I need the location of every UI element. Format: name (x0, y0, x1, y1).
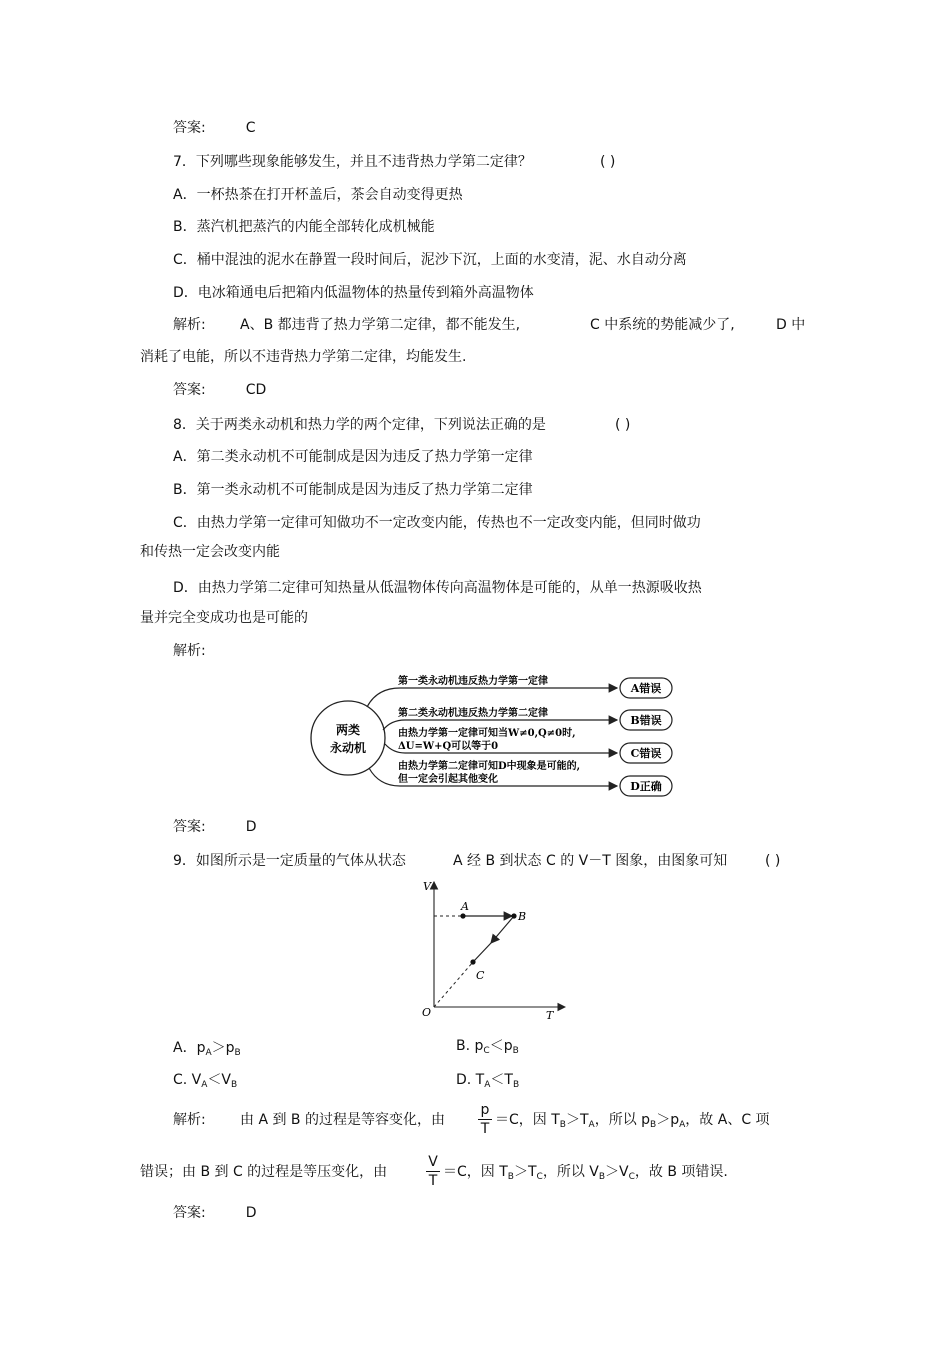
answer-value: D (245, 1205, 257, 1221)
q9-analysis-text: 错误；由 B 到 C 的过程是等压变化，由 (140, 1164, 388, 1180)
point-c (470, 959, 475, 964)
q9-analysis-text: ＝C，因 $T_B>T_C$，所以 $V_B>V_C$，故 B 项错误. (443, 1164, 728, 1182)
q8-option-c: C．由热力学第一定律可知做功不一定改变内能，传热也不一定改变内能，但同时做功 (173, 515, 701, 531)
fraction-p-over-t: p T (478, 1102, 492, 1137)
result-c-label: C错误 (630, 747, 662, 760)
point-b (511, 913, 516, 918)
fraction-v-over-t: V T (426, 1154, 440, 1189)
q7-analysis-text: C 中系统的势能减少了, (590, 317, 735, 333)
result-d-label: D正确 (630, 780, 662, 793)
q9-answer (173, 1204, 257, 1222)
result-a-label: A错误 (630, 682, 662, 695)
dashed-guide-origin (434, 962, 473, 1007)
branch-4-label-1: 由热力学第二定律可知D中现象是可能的, (398, 761, 581, 772)
q7-option-d: D．电冰箱通电后把箱内低温物体的热量传到箱外高温物体 (173, 285, 534, 301)
branch-3-label-1: 由热力学第一定律可知当W≠0,Q≠0时, (398, 728, 576, 739)
q8-stem: 8．关于两类永动机和热力学的两个定律，下列说法正确的是 (173, 417, 546, 433)
q8-option-b: B．第一类永动机不可能制成是因为违反了热力学第二定律 (173, 482, 533, 498)
point-a-label: A (461, 900, 469, 913)
branch-2-label: 第二类永动机违反热力学第二定律 (398, 708, 548, 719)
q7-analysis-text: 消耗了电能，所以不违背热力学第二定律，均能发生. (140, 349, 467, 365)
point-a (460, 913, 465, 918)
q7-option-c: C．桶中混浊的泥水在静置一段时间后，泥沙下沉，上面的水变清，泥、水自动分离 (173, 252, 687, 268)
path-b-to-c-arrow (491, 916, 514, 943)
q8-paren: ( ) (615, 417, 631, 433)
q9-analysis-text: ＝C，因 $T_B>T_A$，所以 $p_B>p_A$，故 A、C 项 (495, 1112, 770, 1130)
point-c-label: C (476, 969, 485, 982)
branch-1-label: 第一类永动机违反热力学第一定律 (398, 676, 548, 687)
q7-analysis-text: D 中 (776, 317, 806, 333)
center-label-2: 永动机 (329, 741, 367, 755)
q7-analysis-text: A、B 都违背了热力学第二定律，都不能发生, (240, 317, 521, 333)
q9-analysis-label: 解析: (173, 1112, 206, 1128)
answer-value: D (245, 819, 257, 835)
q8-option-d: D．由热力学第二定律可知热量从低温物体传向高温物体是可能的，从单一热源吸收热 (173, 580, 702, 596)
answer-value: CD (245, 382, 267, 398)
q7-answer (173, 381, 266, 399)
q8-option-d-cont: 量并完全变成功也是可能的 (140, 610, 308, 626)
q9-paren: ( ) (765, 853, 781, 869)
answer-label: 答案: (173, 120, 206, 136)
q8-answer (173, 818, 257, 836)
q9-stem-a: 9．如图所示是一定质量的气体从状态 (173, 853, 406, 869)
result-b-label: B错误 (630, 714, 662, 727)
perpetual-motion-diagram (305, 668, 680, 800)
branch-3-label-2: ΔU=W+Q可以等于0 (398, 741, 499, 752)
origin-label: O (422, 1006, 432, 1019)
q7-stem: 7．下列哪些现象能够发生，并且不违背热力学第二定律？ (173, 154, 532, 170)
answer-label: 答案: (173, 382, 206, 398)
t-axis-label: T (546, 1009, 554, 1021)
q7-paren: ( ) (600, 154, 616, 170)
answer-label: 答案: (173, 819, 206, 835)
q8-option-a: A．第二类永动机不可能制成是因为违反了热力学第一定律 (173, 449, 533, 465)
point-b-label: B (518, 910, 527, 923)
branch-4-label-2: 但一定会引起其他变化 (398, 774, 498, 785)
path-b-to-c (473, 943, 491, 962)
q9-stem-b: A 经 B 到状态 C 的 V－T 图象，由图象可知 (453, 853, 728, 869)
q9-option-d: D. $T_A<T_B$ (456, 1072, 520, 1090)
vt-graph (415, 876, 570, 1021)
q7-option-b: B．蒸汽机把蒸汽的内能全部转化成机械能 (173, 219, 435, 235)
q7-option-a: A．一杯热茶在打开杯盖后，茶会自动变得更热 (173, 187, 463, 203)
center-label-1: 两类 (335, 723, 361, 737)
answer-value: C (245, 120, 256, 136)
branch-1-arrow (367, 688, 617, 707)
q9-analysis-text: 由 A 到 B 的过程是等容变化，由 (240, 1112, 445, 1128)
v-axis-label: V (423, 880, 431, 893)
q9-option-c: C. $V_A<V_B$ (173, 1072, 238, 1090)
q9-option-a: A．$p_A>p_B$ (173, 1040, 241, 1058)
q8-option-c-cont: 和传热一定会改变内能 (140, 544, 280, 560)
q7-analysis-label: 解析: (173, 317, 206, 333)
q8-analysis-label: 解析: (173, 643, 206, 659)
answer-label: 答案: (173, 1205, 206, 1221)
q6-answer (173, 119, 256, 137)
center-circle (311, 701, 385, 775)
q9-option-b: B. $p_C<p_B$ (456, 1038, 519, 1056)
